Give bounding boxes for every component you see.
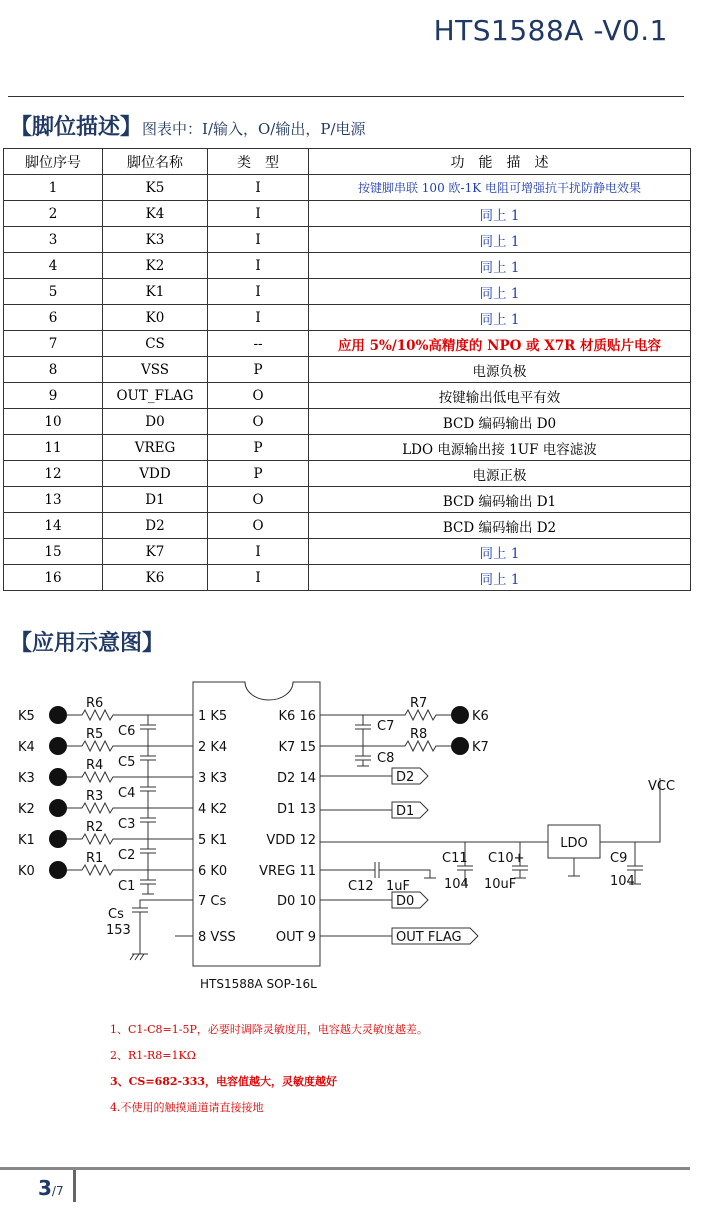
cell-name: VDD [103,461,208,487]
left-pin-label: 2 K4 [198,740,228,755]
c12-value: 1uF [386,879,410,894]
output-d2-label: D2 [396,770,415,785]
cell-number: 3 [4,227,103,253]
cell-number: 2 [4,201,103,227]
cell-number: 7 [4,331,103,357]
cell-type: I [208,539,309,565]
vcc-label: VCC [648,779,676,794]
chip-label: HTS1588A SOP-16L [200,977,317,991]
note-3: 3、CS=682-333，电容值越大，灵敏度越好 [110,1075,338,1088]
cell-number: 13 [4,487,103,513]
right-pin-label: VDD 12 [266,833,316,848]
right-pin-label: D0 10 [277,894,316,909]
cell-number: 1 [4,175,103,201]
c9-label: C9 [610,851,628,866]
cell-type: I [208,175,309,201]
pin-table [3,148,691,591]
left-resistor-label: R6 [86,696,104,711]
cell-name: K3 [103,227,208,253]
table-row [4,253,691,279]
cell-type: O [208,409,309,435]
cell-function: 按键脚串联 100 欧-1K 电阻可增强抗干扰防静电效果 [309,175,691,201]
left-pin-label: 4 K2 [198,802,228,817]
table-row [4,305,691,331]
notes [110,1022,428,1126]
cell-number: 15 [4,539,103,565]
cell-type: I [208,279,309,305]
cell-name: K0 [103,305,208,331]
cell-type: O [208,513,309,539]
cell-number: 4 [4,253,103,279]
cell-type: I [208,227,309,253]
table-row [4,331,691,357]
cell-name: CS [103,331,208,357]
right-key-label: K7 [472,740,489,755]
left-pin-label: 6 K0 [198,864,228,879]
col-header-type: 类 型 [208,149,309,175]
document-title: HTS1588A -V0.1 [433,14,668,47]
page-total: /7 [51,1184,64,1198]
application-schematic [0,670,710,1000]
left-key-label: K1 [18,833,35,848]
cell-type: -- [208,331,309,357]
c12-label: C12 [348,879,374,894]
right-pin-label: K6 16 [278,709,316,724]
cell-name: OUT_FLAG [103,383,208,409]
cell-function: 应用 5%/10%高精度的 NPO 或 X7R 材质贴片电容 [309,331,691,357]
cell-function: 同上 1 [309,253,691,279]
left-cap-label: C1 [118,879,136,894]
cell-function: 电源正极 [309,461,691,487]
output-flag-label: OUT FLAG [396,930,462,945]
cell-function: BCD 编码输出 D1 [309,487,691,513]
cell-type: I [208,201,309,227]
cell-type: I [208,565,309,591]
left-resistor-label: R2 [86,820,104,835]
c9-value: 104 [610,874,635,889]
cell-name: VREG [103,435,208,461]
footer-bar [73,1170,76,1202]
footer-rule [0,1167,690,1170]
left-resistor-label: R3 [86,789,104,804]
right-pin-label: VREG 11 [259,864,316,879]
output-d0-label: D0 [396,894,415,909]
cell-number: 12 [4,461,103,487]
table-row [4,435,691,461]
right-key-label: K6 [472,709,489,724]
right-cap-label: C7 [377,719,395,734]
cell-function: 按键输出低电平有效 [309,383,691,409]
table-row [4,279,691,305]
right-pin-label: D2 14 [277,771,316,786]
cell-function: 同上 1 [309,539,691,565]
cell-function: BCD 编码输出 D0 [309,409,691,435]
col-header-name: 脚位名称 [103,149,208,175]
left-resistor-label: R5 [86,727,104,742]
left-key-label: K3 [18,771,35,786]
cell-number: 5 [4,279,103,305]
left-key-label: K2 [18,802,35,817]
pin-section-note: 图表中：I/输入，O/输出，P/电源 [142,120,366,138]
right-pin-label: K7 15 [278,740,316,755]
col-header-number: 脚位序号 [4,149,103,175]
left-cap-label: C3 [118,817,136,832]
left-key-label: K4 [18,740,35,755]
table-row [4,461,691,487]
cell-type: P [208,461,309,487]
left-pin-label: 5 K1 [198,833,228,848]
cell-function: 同上 1 [309,227,691,253]
right-cap-label: C8 [377,751,395,766]
header-rule [8,96,684,97]
table-row [4,227,691,253]
table-row [4,487,691,513]
cell-name: D0 [103,409,208,435]
table-row [4,409,691,435]
output-d1-label: D1 [396,804,415,819]
cell-name: D2 [103,513,208,539]
table-header-row [4,149,691,175]
cell-name: K2 [103,253,208,279]
cell-name: K6 [103,565,208,591]
table-row [4,357,691,383]
right-pin-label: D1 13 [277,802,316,817]
right-resistor-label: R7 [410,696,428,711]
cell-number: 11 [4,435,103,461]
left-pin-label: 1 K5 [198,709,228,724]
left-cap-label: C2 [118,848,136,863]
cell-type: I [208,253,309,279]
table-row [4,539,691,565]
cell-type: P [208,435,309,461]
chip-body [193,682,320,966]
cell-function: LDO 电源输出接 1UF 电容滤波 [309,435,691,461]
cell-name: D1 [103,487,208,513]
cell-number: 6 [4,305,103,331]
cell-type: O [208,383,309,409]
cell-function: 同上 1 [309,279,691,305]
left-key-label: K5 [18,709,35,724]
c10-label: C10+ [488,851,525,866]
cs-value: 153 [106,923,131,938]
cell-type: I [208,305,309,331]
table-row [4,565,691,591]
cell-type: O [208,487,309,513]
ldo-label: LDO [560,836,588,851]
cell-number: 14 [4,513,103,539]
cell-function: 同上 1 [309,565,691,591]
cell-type: P [208,357,309,383]
cell-name: K1 [103,279,208,305]
page-number [38,1176,64,1200]
left-pin-label: 3 K3 [198,771,228,786]
pin-section-title: 【脚位描述】 [10,115,143,140]
table-row [4,513,691,539]
page-current: 3 [38,1176,52,1200]
cell-number: 9 [4,383,103,409]
app-section-title: 【应用示意图】 [10,631,165,656]
cell-function: BCD 编码输出 D2 [309,513,691,539]
note-2: 2、R1-R8=1KΩ [110,1049,196,1062]
cs-label: Cs [108,907,124,922]
col-header-function: 功 能 描 述 [309,149,691,175]
left-resistor-label: R4 [86,758,104,773]
left-pin-label: 7 Cs [198,894,227,909]
c10-value: 10uF [484,877,517,892]
left-key-label: K0 [18,864,35,879]
right-resistor-label: R8 [410,727,428,742]
c11-label: C11 [442,851,468,866]
note-4: 4.不使用的触摸通道请直接接地 [110,1101,264,1114]
cell-name: K5 [103,175,208,201]
note-1: 1、C1-C8=1-5P，必要时调降灵敏度用，电容越大灵敏度越差。 [110,1023,428,1036]
cell-function: 同上 1 [309,201,691,227]
cell-name: VSS [103,357,208,383]
left-cap-label: C6 [118,724,136,739]
table-row [4,175,691,201]
left-pin-label: 8 VSS [198,930,236,945]
table-row [4,201,691,227]
cell-function: 同上 1 [309,305,691,331]
left-resistor-label: R1 [86,851,104,866]
table-row [4,383,691,409]
pin-section-heading [10,110,366,141]
cell-function: 电源负极 [309,357,691,383]
left-cap-label: C5 [118,755,136,770]
right-pin-label: OUT 9 [275,930,316,945]
cell-number: 10 [4,409,103,435]
cell-number: 16 [4,565,103,591]
cell-number: 8 [4,357,103,383]
cell-name: K4 [103,201,208,227]
left-cap-label: C4 [118,786,136,801]
cell-name: K7 [103,539,208,565]
c11-value: 104 [444,877,469,892]
